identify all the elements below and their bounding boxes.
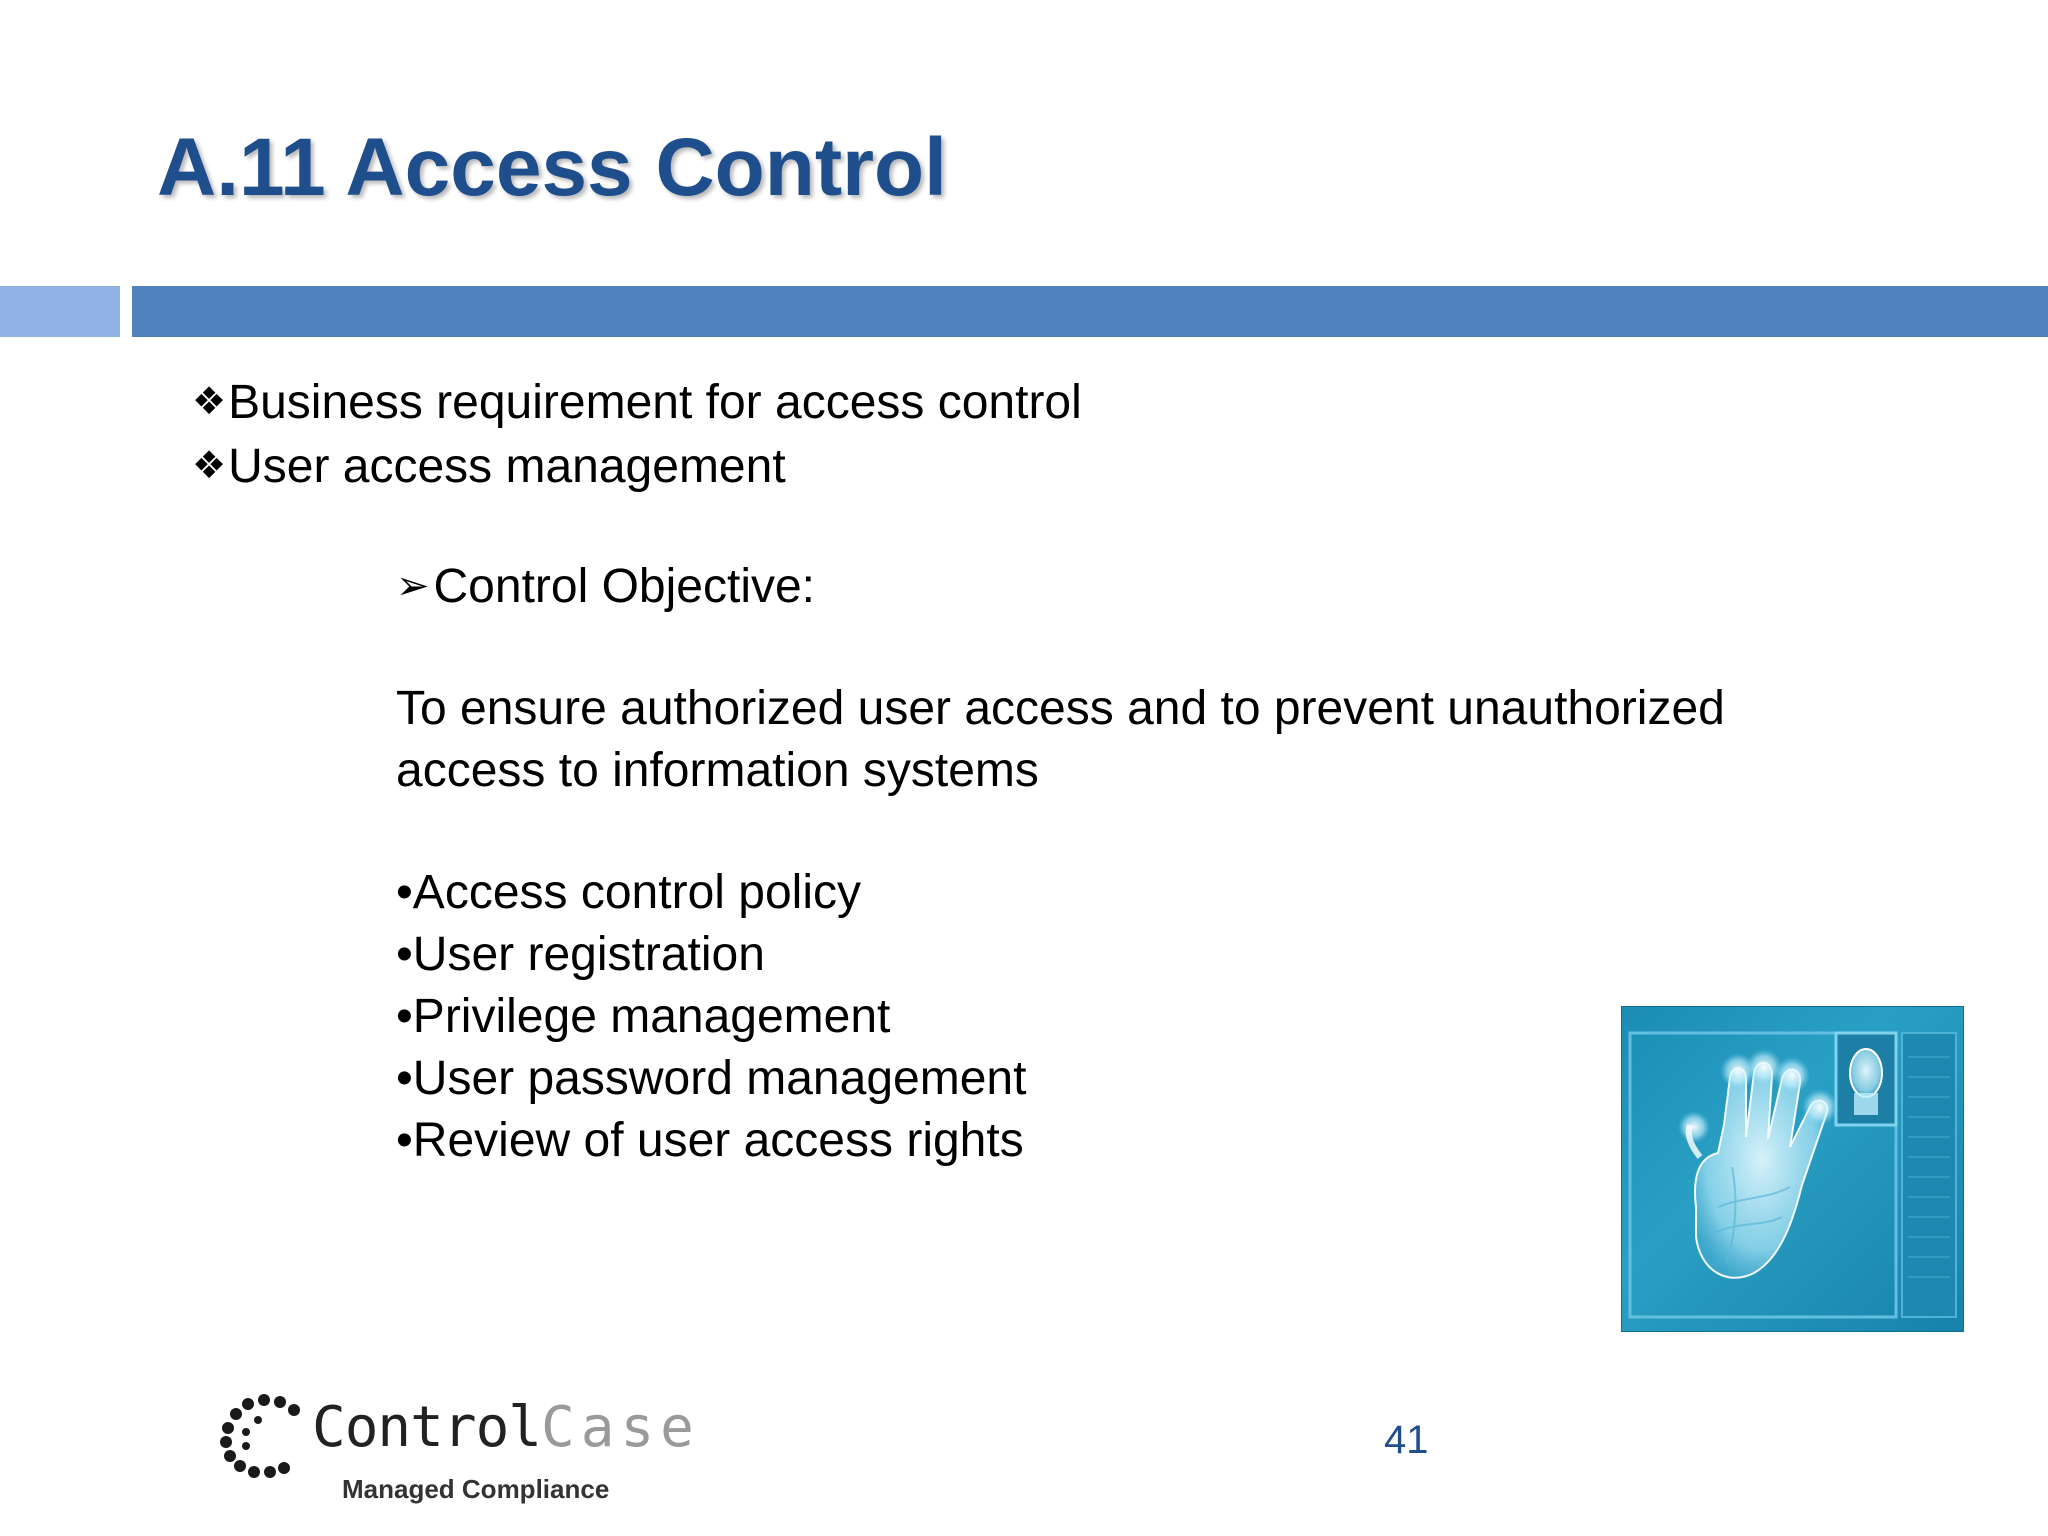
- list-item: •Review of user access rights: [396, 1114, 1024, 1167]
- diamond-bullet-icon: ❖: [192, 443, 227, 487]
- logo-word-case: Case: [541, 1395, 700, 1460]
- slide-title: A.11 Access Control: [157, 122, 947, 213]
- page-number: 41: [1384, 1418, 1429, 1462]
- list-item: •Access control policy: [396, 866, 861, 919]
- handprint-scan-icon: [1621, 1006, 1964, 1332]
- header-bar: [132, 286, 2048, 337]
- diamond-bullet-icon: ❖: [192, 379, 227, 423]
- logo-tagline: Managed Compliance: [342, 1474, 610, 1504]
- header-bar-accent: [0, 286, 120, 337]
- list-item: •Privilege management: [396, 990, 891, 1043]
- list-item: •User registration: [396, 928, 765, 981]
- list-item: •User password management: [396, 1052, 1027, 1105]
- control-objective-text: To ensure authorized user access and to prevent unauthorized access to information systems: [396, 682, 1725, 797]
- controls-list: [396, 862, 1026, 1172]
- control-objective-heading: ➢Control Objective:: [396, 555, 815, 618]
- arrow-bullet-icon: ➢: [396, 563, 430, 609]
- controlcase-logo: [218, 1390, 700, 1510]
- list-item: ❖Business requirement for access control: [192, 370, 1082, 434]
- dotted-c-logo-icon: [218, 1392, 310, 1478]
- logo-word-control: Control: [312, 1395, 542, 1460]
- list-item: ❖User access management: [192, 434, 1082, 498]
- top-bullet-list: [192, 370, 1082, 498]
